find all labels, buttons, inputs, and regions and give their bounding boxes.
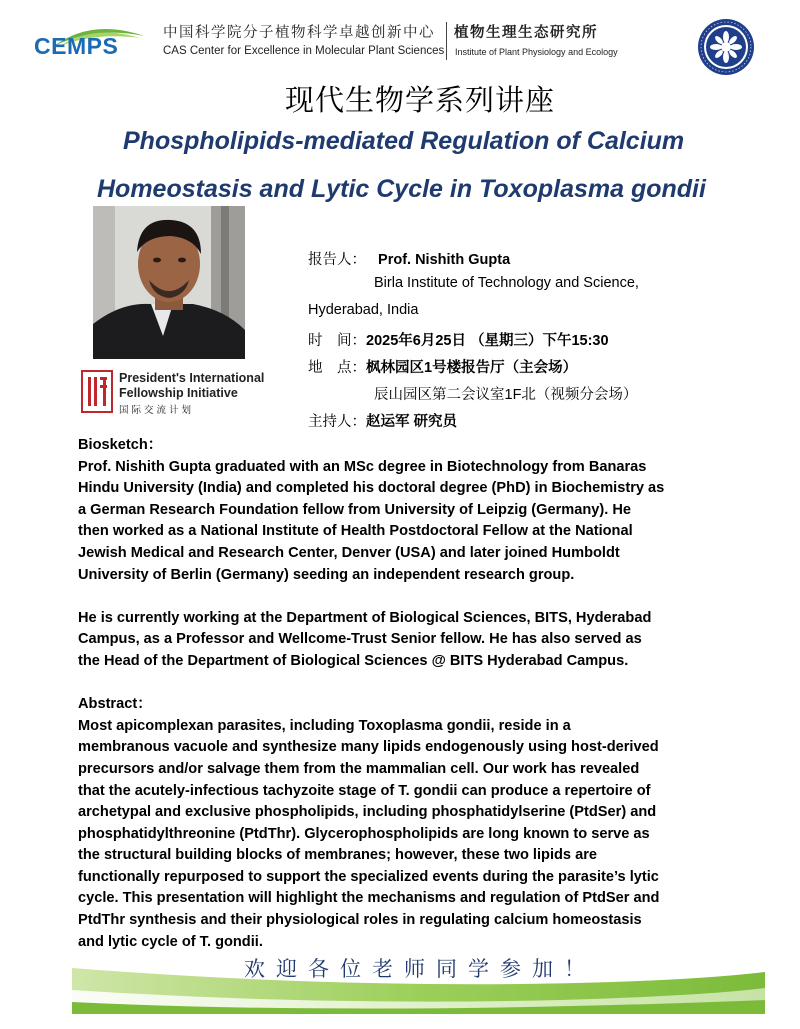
pifi-name-line-2: Fellowship Initiative bbox=[119, 386, 238, 400]
biosketch-line: Prof. Nishith Gupta graduated with an MSc degree in Biotechnology from Banaras bbox=[78, 458, 647, 475]
welcome-banner: 欢迎各位老师同学参加！ bbox=[244, 957, 596, 981]
venue-main: 枫林园区1号楼报告厅（主会场） bbox=[366, 360, 578, 376]
talk-title-line-2: Homeostasis and Lytic Cycle in Toxoplasma gondii bbox=[97, 175, 706, 203]
biosketch-line: the Head of the Department of Biological Sciences @ BITS Hyderabad Campus. bbox=[78, 652, 629, 669]
time-value: 2025年6月25日 （星期三）下午15:30 bbox=[366, 333, 609, 349]
venue-secondary: 辰山园区第二会议室1F北（视频分会场） bbox=[374, 387, 638, 403]
venue-label: 地 点： bbox=[308, 360, 366, 376]
host-label: 主持人： bbox=[308, 414, 366, 430]
cas-center-name-en: CAS Center for Excellence in Molecular Plant Sciences bbox=[163, 45, 445, 57]
abstract-line: functionally repurposed to support the specialized events during the parasite’s lytic bbox=[78, 868, 659, 885]
pifi-name-line-1: President's International bbox=[119, 371, 265, 385]
abstract-line: Most apicomplexan parasites, including Toxoplasma gondii, reside in a bbox=[78, 717, 571, 734]
biosketch-line: Campus, as a Professor and Wellcome-Trust Senior fellow. He has also served as bbox=[78, 631, 642, 648]
series-title: 现代生物学系列讲座 bbox=[284, 83, 555, 117]
abstract-line: phosphatidylthreonine (PtdThr). Glycerophospholipids are long known to serve as bbox=[78, 825, 650, 842]
institute-name-en: Institute of Plant Physiology and Ecology bbox=[455, 47, 618, 57]
biosketch-paragraph-1 bbox=[78, 457, 748, 587]
biosketch-line: Jewish Medical and Research Center, Denver (USA) and later joined Humboldt bbox=[78, 544, 620, 561]
abstract-line: cycle. This presentation will highlight the mechanisms and regulation of PtdSer and bbox=[78, 890, 660, 907]
biosketch-line: Hindu University (India) and completed his doctoral degree (PhD) in Biochemistry as bbox=[78, 480, 665, 497]
institute-name-cn: 植物生理生态研究所 bbox=[454, 24, 598, 41]
header-divider bbox=[446, 22, 447, 60]
talk-title-line-1: Phospholipids-mediated Regulation of Calcium bbox=[123, 127, 685, 155]
speaker-name: Prof. Nishith Gupta bbox=[378, 252, 511, 268]
pifi-name-cn: 国际交流计划 bbox=[119, 405, 195, 416]
abstract-heading: Abstract： bbox=[78, 696, 152, 713]
abstract-line: membranous vacuole and synthesize many lipids endogenously using host-derived bbox=[78, 739, 659, 756]
speaker-line bbox=[308, 248, 510, 269]
body-text bbox=[78, 435, 748, 953]
paragraph-gap bbox=[78, 586, 748, 608]
speaker-affiliation-line-1: Birla Institute of Technology and Science, bbox=[374, 275, 639, 291]
time-line bbox=[308, 329, 609, 350]
speaker-label: 报告人： bbox=[308, 252, 366, 268]
abstract-line: precursors and/or salvage them from the mammalian cell. Our work has revealed bbox=[78, 760, 640, 777]
cemps-logo: CEMPS bbox=[34, 33, 119, 59]
host-value: 赵运军 研究员 bbox=[366, 414, 458, 430]
host-line bbox=[308, 410, 457, 431]
biosketch-heading: Biosketch： bbox=[78, 437, 163, 453]
time-label: 时 间： bbox=[308, 333, 366, 349]
speaker-affiliation-line-2: Hyderabad, India bbox=[308, 302, 419, 318]
abstract-line: PtdThr synthesis and their physiological roles in regulating calcium homeostasis bbox=[78, 912, 642, 929]
paragraph-gap bbox=[78, 673, 748, 695]
abstract-paragraph bbox=[78, 716, 748, 954]
abstract-line: archetypal and exclusive phospholipids, including phosphatidylserine (PtdSer) and bbox=[78, 804, 657, 821]
abstract-line: the structural building blocks of membranes; however, these two lipids are bbox=[78, 847, 598, 864]
biosketch-line: then worked as a National Institute of Health Postdoctoral Fellow at the National bbox=[78, 523, 633, 540]
cas-emblem-icon bbox=[697, 18, 755, 76]
speaker-photo bbox=[93, 206, 245, 359]
biosketch-line: University of Berlin (Germany) seeding an independent research group. bbox=[78, 566, 575, 583]
abstract-line: that the acutely-infectious tachyzoite stage of T. gondii can produce a repertoire of bbox=[78, 782, 651, 799]
abstract-line: and lytic cycle of T. gondii. bbox=[78, 933, 263, 950]
biosketch-line: He is currently working at the Department of Biological Sciences, BITS, Hyderabad bbox=[78, 609, 652, 626]
venue-line bbox=[308, 356, 577, 377]
pifi-logo-icon bbox=[81, 370, 113, 413]
biosketch-line: a German Research Foundation fellow from University of Leipzig (Germany). He bbox=[78, 501, 632, 518]
biosketch-paragraph-2 bbox=[78, 608, 748, 673]
cas-center-name-cn: 中国科学院分子植物科学卓越创新中心 bbox=[163, 25, 435, 41]
